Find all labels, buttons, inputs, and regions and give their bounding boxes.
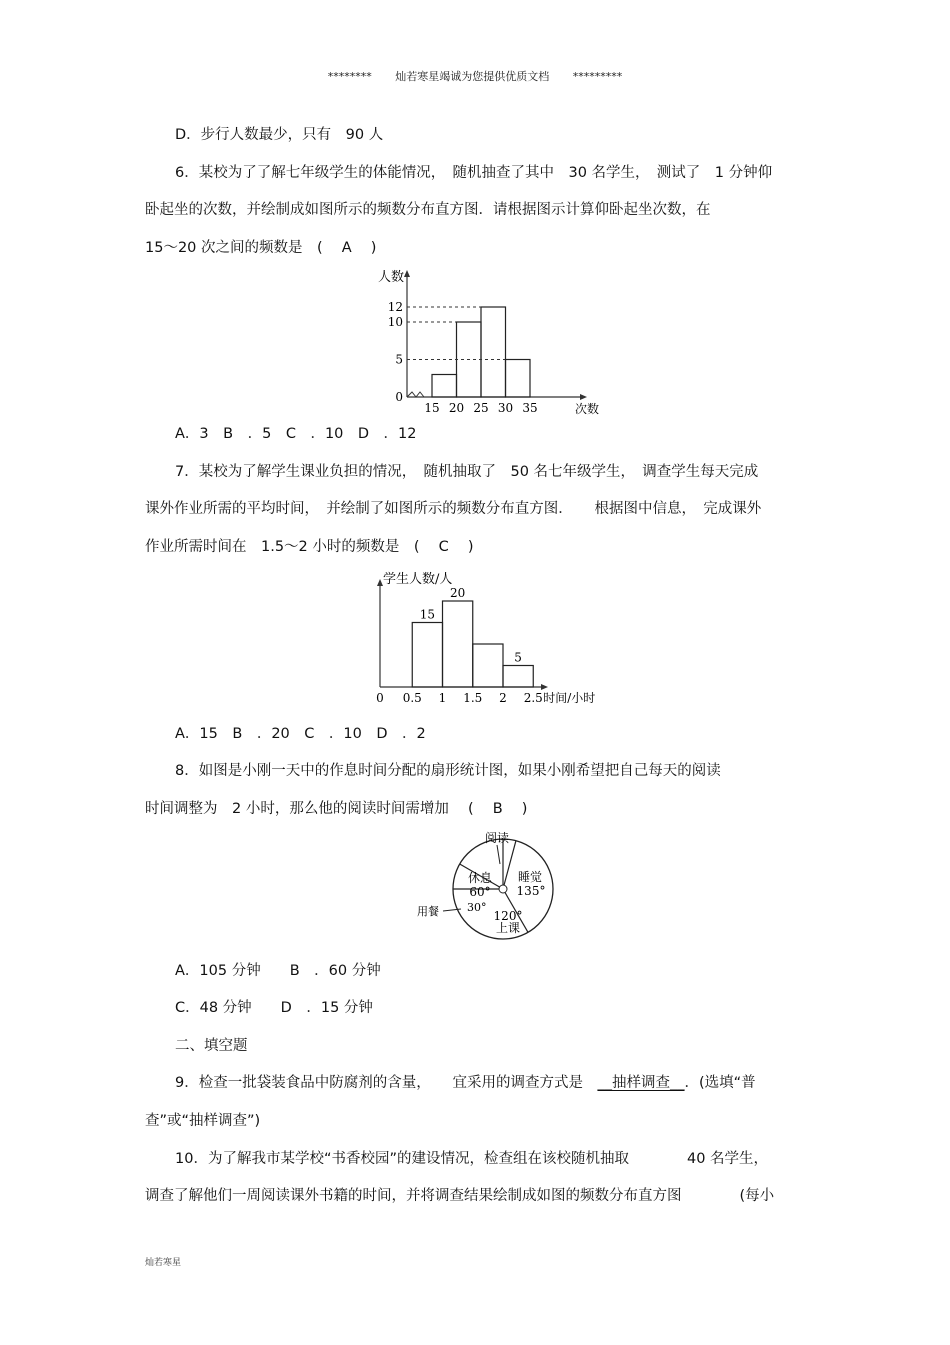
q10-line1: 10．为了解我市某学校“书香校园”的建设情况，检查组在该校随机抽取 40 名学生， xyxy=(175,1151,769,1167)
q8-line1: 8．如图是小刚一天中的作息时间分配的扇形统计图，如果小刚希望把自己每天的阅读 xyxy=(175,763,721,779)
x-tick-label: 1.5 xyxy=(463,691,483,705)
header-title: 灿若寒星竭诚为您提供优质文档 xyxy=(395,70,550,83)
q6-line3: 15～20 次之间的频数是 ( A ) xyxy=(145,240,377,256)
pie-label: 用餐 xyxy=(417,905,439,918)
q5-option-d: D．步行人数最少，只有 90 人 xyxy=(175,127,384,143)
pie-label-leader xyxy=(497,845,500,864)
x-tick-label: 1 xyxy=(438,691,447,705)
histogram-bar xyxy=(481,307,506,397)
q6-line1: 6．某校为了了解七年级学生的体能情况， 随机抽查了其中 30 名学生， 测试了 1 分钟仰 xyxy=(175,165,773,181)
x-tick-label: 25 xyxy=(473,401,489,415)
q8-line2: 时间调整为 2 小时，那么他的阅读时间需增加 ( B ) xyxy=(145,801,528,817)
x-tick-label: 30 xyxy=(497,401,514,415)
q7-line2: 课外作业所需的平均时间， 并绘制了如图所示的频数分布直方图． 根据图中信息， 完成课外 xyxy=(145,501,762,517)
bar-data-label: 15 xyxy=(419,607,436,622)
q9-text: 9．检查一批袋装食品中防腐剂的含量， 宜采用的调查方式是 xyxy=(175,1075,598,1091)
q7-line1: 7．某校为了解学生课业负担的情况， 随机抽取了 50 名七年级学生， 调查学生每天完成 xyxy=(175,464,759,480)
x-tick-label: 15 xyxy=(424,401,440,415)
q8-option-ab: A．105 分钟 B ．60 分钟 xyxy=(175,963,381,979)
x-axis-arrow xyxy=(541,684,548,690)
q6-line2: 卧起坐的次数，并绘制成如图所示的频数分布直方图．请根据图示计算仰卧起坐次数，在 xyxy=(145,202,711,218)
pie-slice-boundary xyxy=(504,841,516,885)
q9-line2: 查”或“抽样调查”) xyxy=(145,1113,261,1129)
pie-label: 休息 xyxy=(467,871,493,885)
q6-options: A．3 B ．5 C ．10 D ．12 xyxy=(175,426,417,442)
pie-angle-label: 30° xyxy=(467,901,487,914)
histogram-bar xyxy=(503,666,533,688)
x-tick-label: 0 xyxy=(376,691,384,705)
y-axis-arrow xyxy=(404,270,410,277)
x-axis-label: 时间/小时 xyxy=(543,691,596,705)
x-tick-label: 2.5 xyxy=(523,691,543,705)
x-tick-label: 20 xyxy=(448,401,465,415)
y-axis-label: 人数 xyxy=(378,270,405,285)
pie-label: 上课 xyxy=(495,921,521,935)
pie-angle-label: 60° xyxy=(469,885,491,899)
q7-line3: 作业所需时间在 1.5～2 小时的频数是 ( C ) xyxy=(145,539,474,555)
y-tick-label: 5 xyxy=(395,352,403,367)
pie-angle-label: 120° xyxy=(493,909,523,923)
q6-histogram xyxy=(370,265,610,420)
axis-break xyxy=(407,392,424,397)
histogram-bar xyxy=(506,360,531,398)
y-tick-label: 10 xyxy=(387,315,403,329)
y-tick-label: 12 xyxy=(387,300,403,314)
page-header xyxy=(0,68,950,84)
q7-histogram xyxy=(360,565,620,715)
q8-option-cd: C．48 分钟 D ．15 分钟 xyxy=(175,1000,373,1016)
header-stars-left: ******** xyxy=(327,70,372,83)
section-title: 二、填空题 xyxy=(175,1038,248,1054)
page-footer: 灿若寒星 xyxy=(145,1258,182,1268)
histogram-bar xyxy=(432,375,457,398)
q9-text-post: ．(选填“普 xyxy=(684,1075,756,1091)
pie-center xyxy=(499,885,507,893)
histogram-bar xyxy=(412,623,442,688)
pie-angle-label: 135° xyxy=(516,884,546,898)
histogram-bar xyxy=(473,644,503,687)
q9-answer: __抽样调查__ xyxy=(597,1075,685,1091)
bar-data-label: 20 xyxy=(449,586,466,600)
histogram-bar xyxy=(443,601,473,687)
header-stars-right: ********* xyxy=(572,70,623,83)
q8-pie-chart xyxy=(415,828,565,948)
x-axis-arrow xyxy=(580,394,587,400)
x-tick-label: 2 xyxy=(499,691,507,705)
q10-line2: 调查了解他们一周阅读课外书籍的时间，并将调查结果绘制成如图的频数分布直方图 (每小 xyxy=(145,1188,775,1204)
x-axis-label: 次数 xyxy=(575,402,600,416)
q7-options: A．15 B ．20 C ．10 D ．2 xyxy=(175,726,426,742)
x-tick-label: 35 xyxy=(522,401,538,415)
y-axis-label: 学生人数/人 xyxy=(383,572,453,587)
pie-label: 阅读 xyxy=(484,831,510,845)
pie-label: 睡觉 xyxy=(517,870,543,884)
x-tick-label: 0.5 xyxy=(402,691,422,705)
bar-data-label: 5 xyxy=(514,650,522,665)
q9-line1 xyxy=(175,1073,756,1093)
y-tick-label: 0 xyxy=(395,390,403,404)
